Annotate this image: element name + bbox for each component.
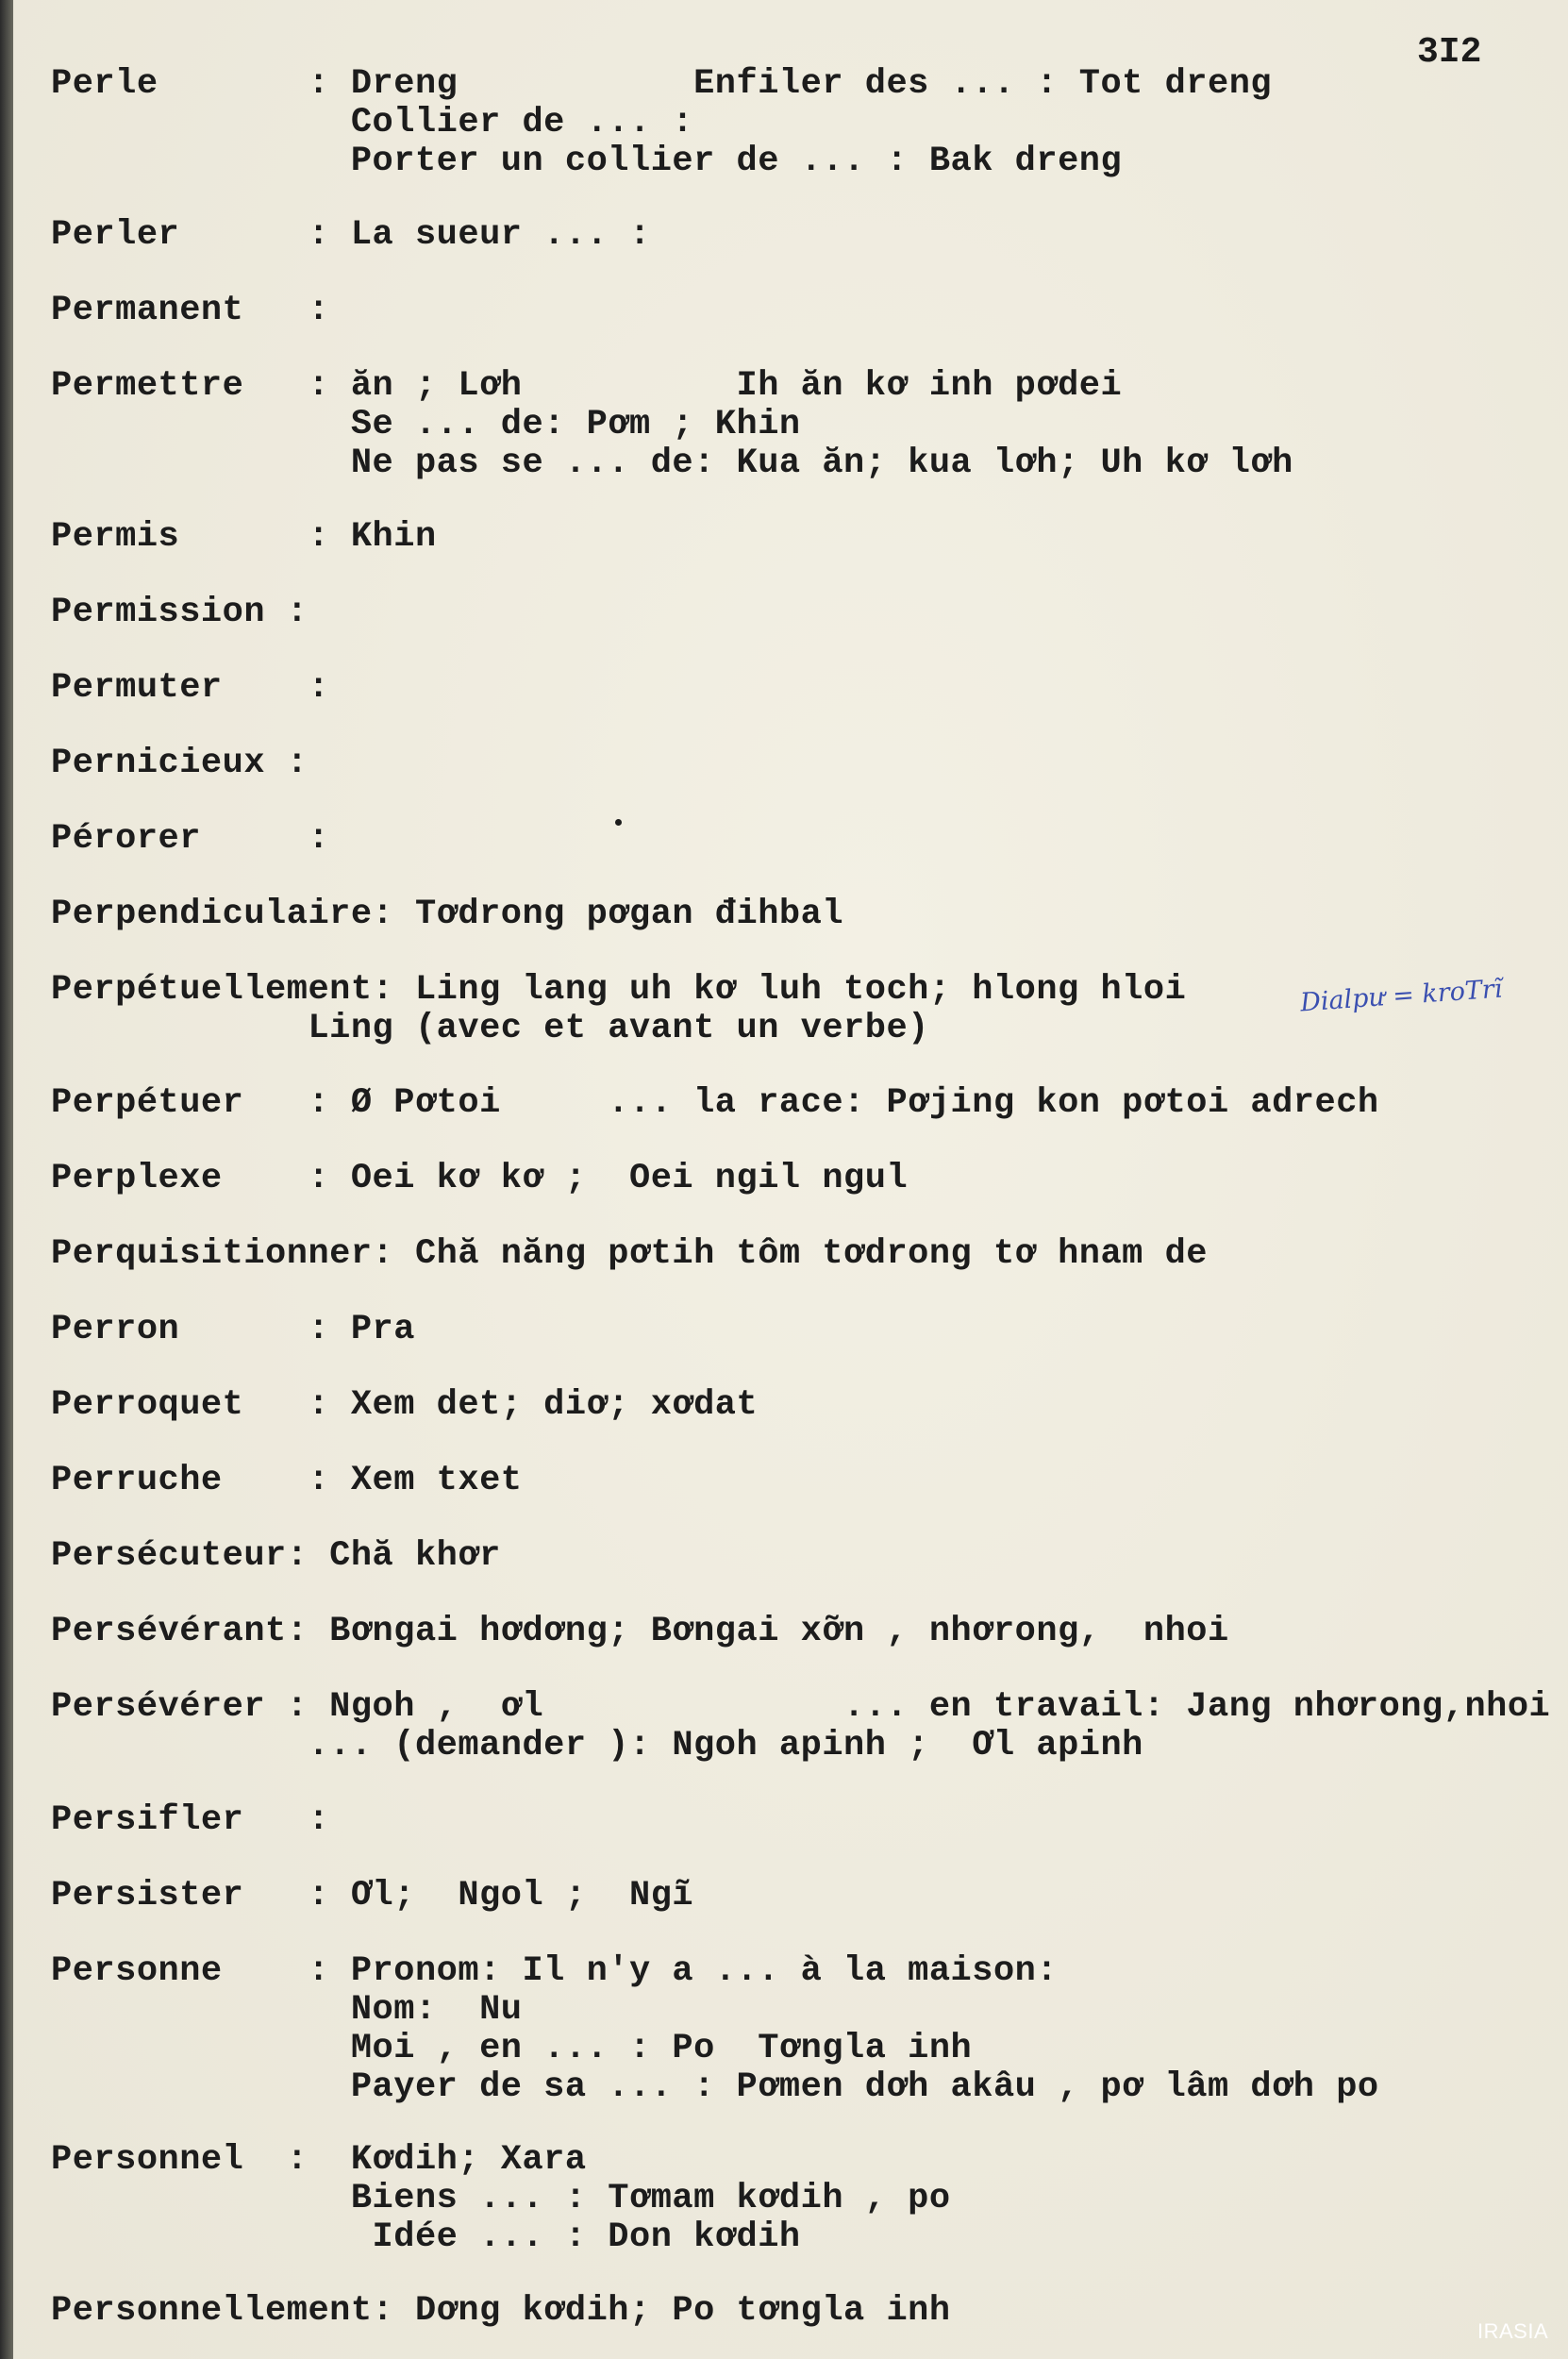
book-binding-edge: [0, 0, 13, 2359]
permettre-entry: Permettre : ăn ; Lơh Ih ăn kơ inh pơdei: [51, 366, 1123, 406]
perruche-entry: Perruche : Xem txet: [51, 1461, 523, 1500]
personnel-idee: Idée ... : Don kơdih: [51, 2217, 801, 2257]
personnel-biens: Biens ... : Tơmam kơdih , po: [51, 2179, 951, 2218]
ink-dot-mark: [615, 819, 622, 826]
permanent-entry: Permanent :: [51, 291, 330, 330]
pernicieux-entry: Pernicieux :: [51, 744, 309, 783]
perler-entry: Perler : La sueur ... :: [51, 215, 651, 255]
page-number: 3I2: [1417, 32, 1482, 73]
perplexe-entry: Perplexe : Oei kơ kơ ; Oei ngil ngul: [51, 1159, 909, 1198]
perle-collier: Collier de ... :: [51, 103, 694, 142]
personnel-entry: Personnel : Kơdih; Xara: [51, 2140, 587, 2180]
perpetuer-entry: Perpétuer : Ø Pơtoi ... la race: Pơjing kon pơtoi adrech: [51, 1083, 1379, 1123]
perseverer-demander: ... (demander ): Ngoh apinh ; Ơl apinh: [51, 1726, 1143, 1765]
persister-entry: Persister : Ơl; Ngol ; Ngĩ: [51, 1876, 694, 1916]
permettre-se: Se ... de: Pơm ; Khin: [51, 405, 801, 444]
typed-page: [13, 0, 1568, 2359]
perpetuellement-entry: Perpétuellement: Ling lang uh kơ luh toch; hlong hloi: [51, 970, 1187, 1010]
personnellement-entry: Personnellement: Dơng kơdih; Po tơngla inh: [51, 2291, 951, 2331]
permettre-ne-pas: Ne pas se ... de: Kua ăn; kua lơh; Uh kơ lơh: [51, 443, 1293, 483]
personne-payer: Payer de sa ... : Pơmen dơh akâu , pơ lâm dơh po: [51, 2067, 1379, 2107]
perorer-entry: Pérorer :: [51, 819, 330, 859]
perle-porter: Porter un collier de ... : Bak dreng: [51, 142, 1123, 181]
handwritten-annotation: Dialpư = kroTrĩ: [1299, 974, 1504, 1018]
personne-nom: Nom: Nu: [51, 1990, 523, 2030]
personne-entry: Personne : Pronom: Il n'y a ... à la maison:: [51, 1951, 1059, 1991]
perpendiculaire-entry: Perpendiculaire: Tơdrong pơgan đihbal: [51, 895, 844, 934]
perpetuellement-ling: Ling (avec et avant un verbe): [51, 1009, 929, 1048]
persecuteur-entry: Persécuteur: Chă khơr: [51, 1536, 501, 1576]
perle-entry: Perle : Dreng Enfiler des ... : Tot dreng: [51, 64, 1273, 104]
perroquet-entry: Perroquet : Xem det; diơ; xơdat: [51, 1385, 759, 1425]
persifler-entry: Persifler :: [51, 1800, 330, 1840]
permis-entry: Permis : Khin: [51, 517, 437, 557]
perseverant-entry: Persévérant: Bơngai hơdơng; Bơngai xỡn , nhơrong, nhoi: [51, 1612, 1229, 1651]
perquisitionner-entry: Perquisitionner: Chă năng pơtih tôm tơdrong tơ hnam de: [51, 1234, 1208, 1274]
perseverer-entry: Persévérer : Ngoh , ơl ... en travail: Jang nhơrong,nhoi: [51, 1687, 1551, 1727]
permission-entry: Permission :: [51, 593, 309, 632]
archive-watermark: IRASIA: [1477, 2319, 1549, 2343]
perron-entry: Perron : Pra: [51, 1310, 415, 1349]
permuter-entry: Permuter :: [51, 668, 330, 708]
personne-moi: Moi , en ... : Po Tơngla inh: [51, 2029, 973, 2068]
